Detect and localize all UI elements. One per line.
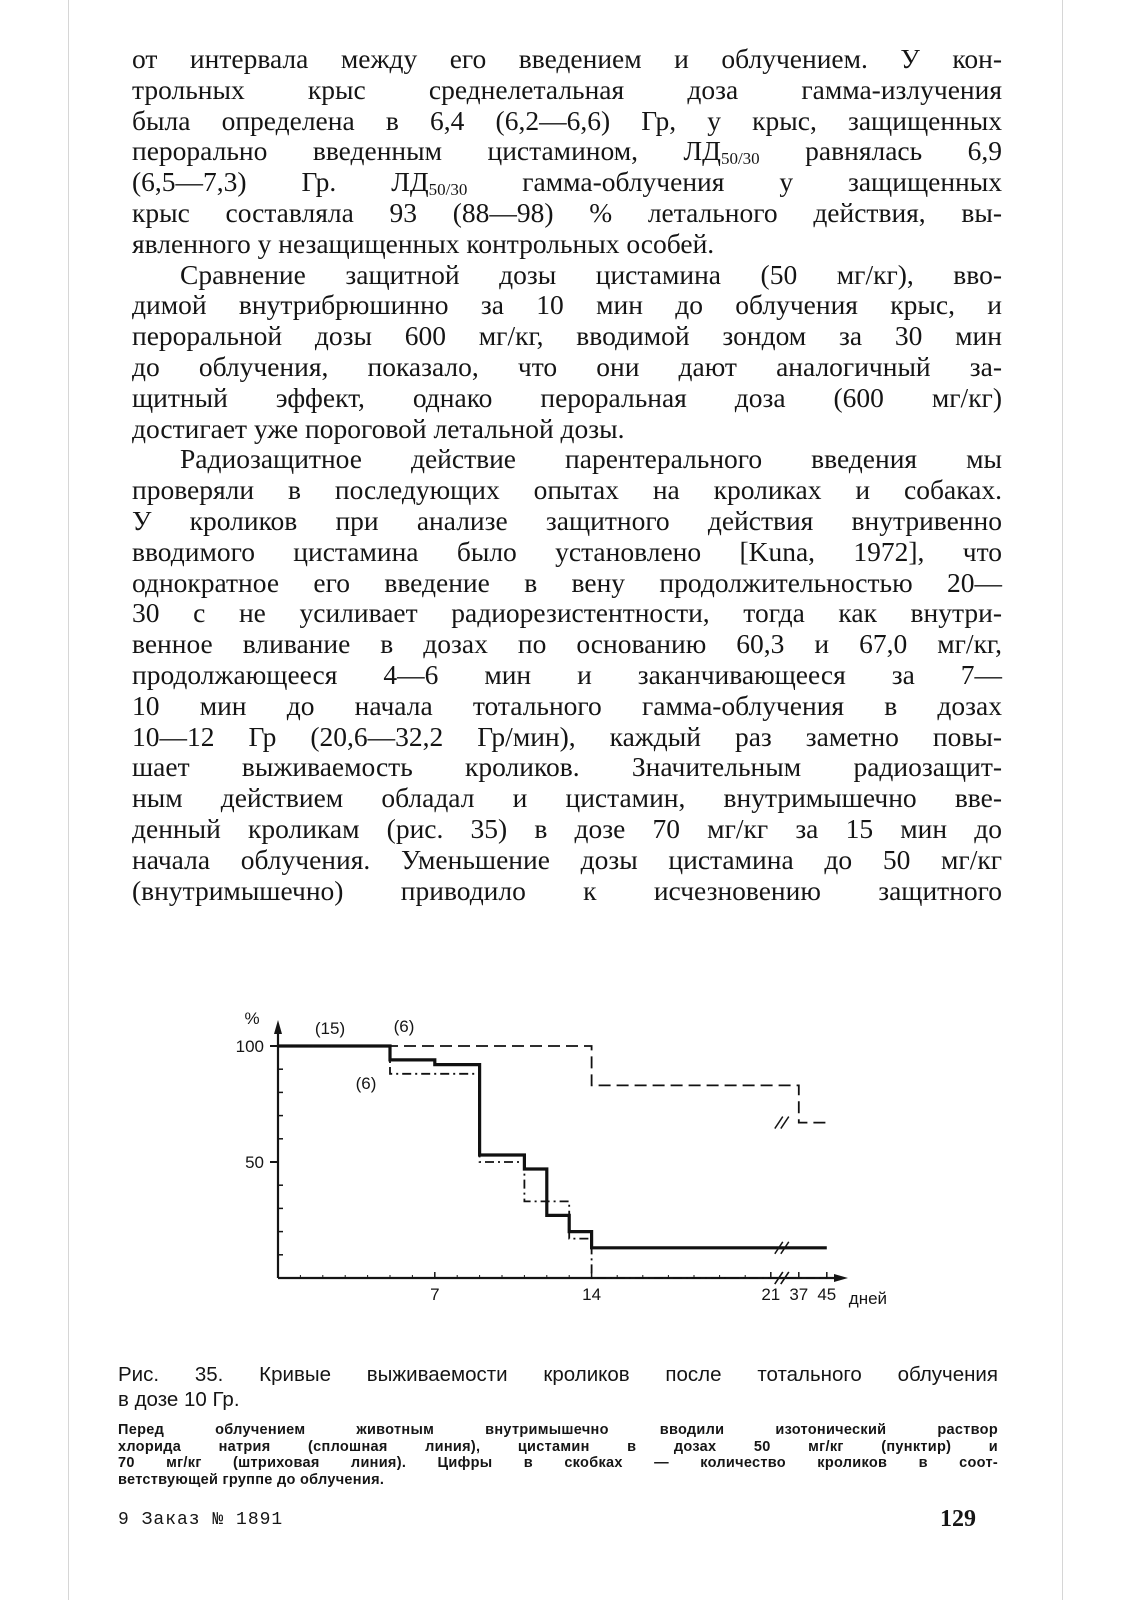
note-line: 70 мг/кг (штриховая линия). Цифры в скобках — количество кроликов в соот- [118, 1455, 998, 1471]
text-line: однократное его введение в вену продолжительностью 20— [132, 566, 1002, 598]
text-line: пероральной дозы 600 мг/кг, вводимой зондом за 30 мин [132, 320, 1002, 352]
page-edge-left [68, 0, 69, 1600]
y-axis-label: % [244, 1009, 260, 1028]
text-line: шает выживаемость кроликов. Значительным радиозащит- [132, 751, 1002, 783]
note-line: Перед облучением животным внутримышечно вводили изотонический раствор [118, 1422, 998, 1438]
page-number: 129 [940, 1506, 976, 1532]
caption-line: Рис. 35. Кривые выживаемости кроликов после тотального облучения [118, 1363, 998, 1386]
text-line: была определена в 6,4 (6,2—6,6) Гр, у крыс, защищенных [132, 104, 1002, 136]
page-edge-right [1062, 0, 1063, 1600]
annotation-label: (15) [314, 1019, 346, 1038]
text-line: Радиозащитное действие парентерального введения мы [180, 443, 1002, 475]
text-line: трольных крыс среднелетальная доза гамма-излучения [132, 73, 1002, 105]
figure-caption [118, 1362, 998, 1412]
text-line: димой внутрибрюшинно за 10 мин до облучения крыс, и [132, 289, 1002, 321]
x-tick-label: 21 [761, 1285, 781, 1304]
y-tick-label: 100 [235, 1037, 264, 1056]
printer-signature: 9 Заказ № 1891 [118, 1510, 284, 1530]
x-tick-label: 37 [789, 1285, 809, 1304]
text-line: начала облучения. Уменьшение дозы цистамина до 50 мг/кг [132, 843, 1002, 875]
figure-note [118, 1422, 998, 1488]
text-line: продолжающееся 4—6 мин и заканчивающееся за 7— [132, 658, 1002, 690]
body-text [132, 44, 1002, 906]
text-line: венное вливание в дозах по основанию 60,3 и 67,0 мг/кг, [132, 628, 1002, 660]
text-line: Сравнение защитной дозы цистамина (50 мг/кг), вво- [180, 258, 1002, 290]
text-line: 30 с не усиливает радиорезистентности, тогда как внутри- [132, 597, 1002, 629]
text-line: (6,5—7,3) Гр. $ЛД_{50/30}$ гамма-облучения у защищенных [132, 166, 1002, 200]
text-line: достигает уже пороговой летальной дозы. [132, 412, 625, 444]
text-line: явленного у незащищенных контрольных особей. [132, 227, 715, 259]
x-tick-label: 14 [582, 1285, 602, 1304]
text-line: вводимого цистамина было установлено [Kuna, 1972], что [132, 535, 1002, 567]
note-line: ветствующей группе до облучения. [118, 1471, 385, 1488]
survival-chart-svg [228, 1008, 928, 1338]
text-line: 10—12 Гр (20,6—32,2 Гр/мин), каждый раз заметно повы- [132, 720, 1002, 752]
text-line: проверяли в последующих опытах на кроликах и собаках. [132, 474, 1002, 506]
text-line: денный кроликам (рис. 35) в дозе 70 мг/кг за 15 мин до [132, 812, 1002, 844]
y-tick-label: 50 [245, 1153, 264, 1172]
text-line: (внутримышечно) приводило к исчезновению защитного [132, 874, 1002, 906]
note-line: хлорида натрия (сплошная линия), цистамин в дозах 50 мг/кг (пунктир) и [118, 1438, 998, 1455]
x-tick-label: 45 [817, 1285, 837, 1304]
caption-line: в дозе 10 Гр. [118, 1388, 240, 1411]
text-line: от интервала между его введением и облучением. У кон- [132, 43, 1002, 74]
x-axis-label: дней [848, 1289, 888, 1308]
text-line: перорально введенным цистамином, $ЛД_{50/30}$ равнялась 6,9 [132, 135, 1003, 169]
text-line: ным действием обладал и цистамин, внутримышечно вве- [132, 782, 1002, 814]
text-line: У кроликов при анализе защитного действия внутривенно [132, 504, 1002, 536]
x-axis-arrow [834, 1274, 848, 1282]
y-axis-arrow [274, 1020, 282, 1034]
text-line: щитный эффект, однако пероральная доза (600 мг/кг) [132, 381, 1002, 413]
x-tick-label: 7 [430, 1285, 440, 1304]
survival-chart [228, 1008, 928, 1338]
text-line: до облучения, показало, что они дают аналогичный за- [132, 350, 1002, 382]
text-line: крыс составляла 93 (88—98) % летального действия, вы- [132, 196, 1002, 228]
text-line: 10 мин до начала тотального гамма-облучения в дозах [132, 689, 1002, 721]
annotation-label: (6) [393, 1017, 415, 1036]
annotation-label: (6) [355, 1074, 377, 1093]
